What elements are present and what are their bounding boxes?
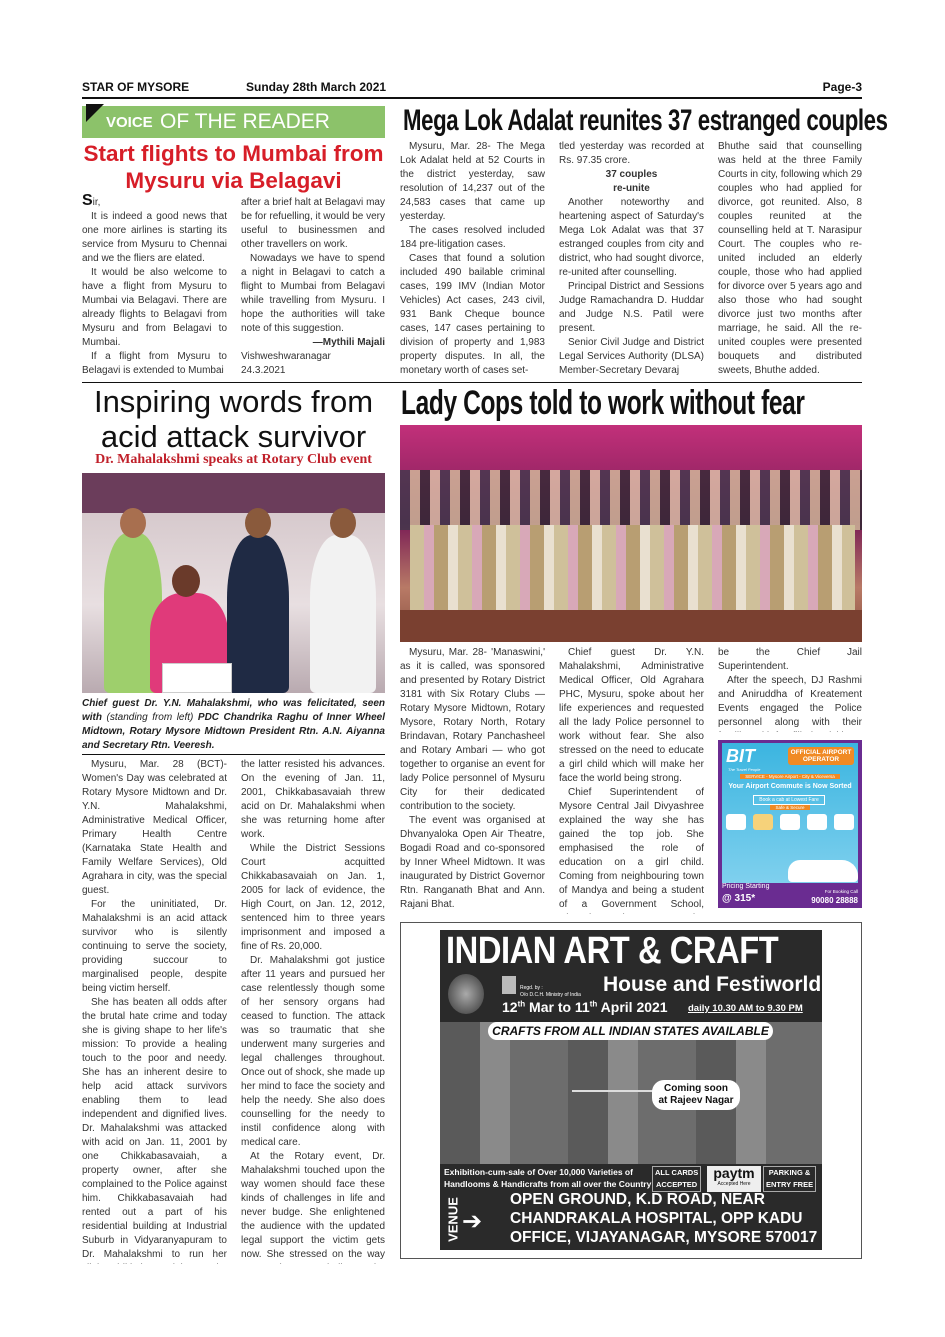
- drop-cap: S: [82, 194, 93, 209]
- heart-icon: [726, 814, 746, 830]
- lady-cops-column-2: [559, 646, 704, 914]
- masthead-rule: [82, 97, 862, 99]
- booking-label: For Booking Call: [824, 889, 858, 894]
- coming-soon-badge: Coming soon at Rajeev Nagar: [652, 1080, 740, 1110]
- address-line: OPEN GROUND, K.D ROAD, NEAR: [510, 1191, 765, 1208]
- lady-cops-column-3: [718, 646, 862, 732]
- lok-adalat-column-2: [559, 140, 704, 380]
- all-cards-accepted: ALL CARDS ACCEPTED: [652, 1166, 701, 1192]
- address-line: OFFICE, VIJAYANAGAR, MYSORE 570017: [510, 1229, 818, 1246]
- bit-tagline: The Travel People: [728, 767, 761, 772]
- exhibition-description: Exhibition-cum-sale of Over 10,000 Varieties of Handlooms & Handicrafts from all over the Country: [444, 1167, 652, 1189]
- ministry-label: O/o D.C.H. Ministry of India: [520, 992, 581, 998]
- paragraph: Mysuru, Mar. 28- 'Manaswini,' as it is called, was sponsored and presented by Rotary District 3181 with Six Rotary Clubs — Rotary Mysore Midtown, Rotary Mysore, Rotary North, Rotary Brindavan, Rotary Panchasheel and Rotary Ambari — who got together to organise an event for lady Police personnel of Mysuru City for their dedicated contribution to the society.: [400, 647, 545, 812]
- ad-slogan: Your Airport Commute is Now Sorted: [728, 783, 852, 790]
- subhead: 37 couples: [605, 169, 658, 180]
- page-number: Page-3: [822, 80, 862, 94]
- craft-ad-subtitle: House and Festiworld: [603, 973, 822, 996]
- lok-adalat-headline: Mega Lok Adalat reunites 37 estranged couples: [403, 104, 888, 137]
- subhead: re-unite: [613, 183, 650, 194]
- headline-line: Inspiring words from: [93, 384, 374, 419]
- paragraph: Mysuru, Mar. 28- The Mega Lok Adalat held at 52 Courts in the district yesterday, saw resolution of 14,237 out of the 24,583 cases that came up yesterday.: [400, 141, 545, 222]
- paragraph: Dr. Mahalakshmi got justice after 11 years and pursued her case relentlessly though some of her sensory organs had ceased to function. The attack was so traumatic that she underwent many surgeries and legal challenges throughout. Once out of shock, she made up her mind to face the society and help the needy. She also does counselling for the needy to instil confidence along with medical care.: [241, 955, 385, 1148]
- craft-photos-collage: [440, 1022, 822, 1164]
- photo-caption: [82, 697, 385, 753]
- indian-art-craft-ad[interactable]: [440, 930, 822, 1250]
- bit-logo: BIT: [726, 746, 755, 766]
- caption-text: Chief guest Dr. Y.N. Mahalakshmi, who was felicitated, seen with: [82, 698, 385, 723]
- pricing-label: Pricing Starting: [722, 883, 770, 890]
- caption-text: PDC Chandrika Raghu of Inner Wheel Midtown, Rotary Mysore Midtown President Rtn. A.N. Aiyanna and Secretary Rtn. Veeresh.: [82, 712, 385, 751]
- booking-phone[interactable]: 90080 28888: [811, 896, 858, 905]
- paragraph: At the Rotary event, Dr. Mahalakshmi touched upon the way women should face these kinds of challenges in life and never budge. She enlightened the audience with the updated legal support the victim gets now. She stressed on the way: [241, 1151, 385, 1260]
- paragraph: While the District Sessions Court acquitted Chikkabasavaiah on Jan. 1, 2005 for lack of evidence, the High Court, on Jan. 12, 2012, sentenced him to three years imprisonment and imposed a fine of Rs. 20,000.: [241, 843, 385, 952]
- craft-ad-title: INDIAN ART & CRAFT: [446, 930, 779, 972]
- safe-label: Safe & Secure: [770, 805, 810, 810]
- service-strip: SERVICE - Mysore Airport - City & Viceversa: [740, 774, 840, 779]
- headline-line: acid attack survivor: [100, 419, 367, 454]
- paragraph: Principal District and Sessions Judge Ramachandra D. Huddar and Judge N.S. Patil were present.: [559, 281, 704, 334]
- paragraph: after a brief halt at Belagavi may be for refuelling, it would be very useful to businessmen and other travellers on work.: [241, 197, 385, 250]
- car-icon: [753, 814, 773, 830]
- no-surge-icon: [807, 814, 827, 830]
- paragraph: Nowadays we have to spend a night in Belagavi to catch a flight to Mumbai from Belagavi while travelling from Mysuru. I hope the authorities will take note of this suggestion.: [241, 253, 385, 334]
- driver-icon: [834, 814, 854, 830]
- arrow-right-icon: ➔: [462, 1208, 483, 1235]
- letter-signature: —Mythili Majali: [312, 337, 385, 348]
- section-label-bold: VOICE: [106, 114, 153, 131]
- lok-adalat-column-1: [400, 140, 545, 380]
- price: @ 315*: [722, 893, 756, 904]
- paytm-logo: paytm Accepted Here: [707, 1166, 761, 1192]
- paragraph: Chief Superintendent of Mysore Central Jail Divyashree explained the way she has gained the top job. She emphasised the role of education on a girl child. Coming from neighbouring town of Mandya and being a student of a Government School,: [559, 787, 704, 910]
- paragraph: Another noteworthy and heartening aspect of Saturday's Mega Lok Adalat was that 37 estranged couples from city and district, who had sought divorce, re-united after counselling.: [559, 197, 704, 278]
- paragraph: For the uninitiated, Dr. Mahalakshmi is an acid attack survivor who is silently continuing to serve the society, providing succour to marginalised people, despite being victim herself.: [82, 899, 227, 994]
- paragraph: If a flight from Mysuru to Belagavi is extended to Mumbai: [82, 351, 227, 376]
- venue-label: VENUE: [445, 1197, 461, 1242]
- caption-rule: [82, 754, 385, 755]
- salutation: ir,: [92, 197, 101, 208]
- feature-icons: [726, 814, 854, 830]
- car-illustration: [788, 860, 858, 882]
- emblem-icon: [502, 976, 516, 994]
- paragraph: Mysuru, Mar. 28 (BCT)- Women's Day was celebrated at Rotary Mysore Midtown and Dr. Y.N. Mahalakshmi, Administrative Medical Officer, Primary Health Centre (Karnataka State Health and Family Welfare Services), Old Agrahara in city, was the special guest.: [82, 759, 227, 896]
- lady-cops-column-1: [400, 646, 545, 914]
- paragraph: Bhuthe said that counselling was held at the three Family Courts in city, following which 29 couples who had applied for divorce, got reunited. Also, 8 couples reunited at the counselling held at T. Narasipur Court. The couples who re-united included an elderly couple, those who had applied for divorce over 5 years ago and also those who had sought divorce just two months after marriage, he said. All the re-united couples were presented bouquets and distributed sweets, Bhuthe added.: [718, 141, 862, 376]
- acid-column-1: [82, 758, 227, 1264]
- paragraph: It is indeed a good news that one more airlines is starting its service from Mysuru to Chennai and we the fliers are elated.: [82, 211, 227, 264]
- cta-box: Book a cab at Lowest Fare: [753, 795, 825, 805]
- letter-headline: Start flights to Mumbai from Mysuru via Belagavi: [83, 141, 384, 193]
- paragraph: the latter resisted his advances. On the evening of Jan. 11, 2001, Chikkabasavaiah threw acid on Dr. Mahalakshmi when she was returning home after work.: [241, 759, 385, 840]
- paragraph: Senior Civil Judge and District Legal Services Authority (DLSA) Member-Secretary Devaraj: [559, 337, 704, 376]
- bit-cab-ad[interactable]: [718, 740, 862, 908]
- paper-name: STAR OF MYSORE: [82, 80, 190, 94]
- venue-address: [510, 1190, 817, 1247]
- paragraph: She has beaten all odds after the brutal hate crime and today she is giving shape to her life's mission: To provide a healing touch to the poor and needy. She has an inherent desire to help acid attack survivors enabling them to lead independent and dignified lives. Dr. Mahalakshmi was attacked with acid on Jan. 11, 2001 by one Chikkabasavaiah, a property owner, after she complained to the Police against him. Chikkabasavaiah had rented out a part of his residential building at Industrial Suburb in Vidyaranyapuram to Dr. Mahalakshmi to run her: [82, 997, 227, 1260]
- exhibition-dates: 12th Mar to 11th April 2021: [502, 999, 668, 1015]
- paragraph: tled yesterday was recorded at Rs. 97.35 crore.: [559, 141, 704, 166]
- regd-label: Regd. by :: [520, 985, 543, 991]
- section-label: OF THE READER: [160, 110, 330, 133]
- caption-aside: (standing from left): [106, 712, 194, 723]
- paragraph: Chief guest Dr. Y.N. Mahalakshmi, Administrative Medical Officer, Old Agrahara PHC, Mysuru, spoke about her life experiences and requested all the lady Police personnel to work without fear. She also stressed on the need to educate a girl child which will make her face the world being strong.: [559, 647, 704, 784]
- acid-column-2: [241, 758, 385, 1264]
- lady-police-group-photo: [400, 425, 862, 642]
- rotary-event-photo: [82, 473, 385, 693]
- lady-logo-icon: [448, 974, 484, 1014]
- exhibition-hours: daily 10.30 AM to 9.30 PM: [688, 1003, 803, 1014]
- letter-date: 24.3.2021: [241, 365, 286, 376]
- no-cash-icon: [780, 814, 800, 830]
- corner-triangle-icon: [86, 104, 104, 122]
- paragraph: It would be also welcome to have a flight from Mysuru to Mumbai via Belagavi. There are already flights to Belagavi from Mysuru and from Belagavi to Mumbai.: [82, 267, 227, 348]
- parking-entry-free: PARKING & ENTRY FREE: [763, 1166, 816, 1192]
- paragraph: Cases that found a solution included 490 bailable criminal cases, 199 IMV (Indian Motor Vehicles) Act cases, 243 civil, 931 Bank Cheque bounce cases, 147 cases pertaining to division of property and 1,983 property disputes. In all, the monetary worth of cases set-: [400, 253, 545, 376]
- paragraph: The event was organised at Dhvanyaloka Open Air Theatre, Bogadi Road and co-sponsored by Inner Wheel Midtown. It was inaugurated by District Governor Rtn. Ranganath Bhat and Ann. Rajani Bhat.: [400, 815, 545, 910]
- section-rule: [82, 382, 862, 383]
- crafts-banner: CRAFTS FROM ALL INDIAN STATES AVAILABLE: [488, 1022, 773, 1040]
- address-line: CHANDRAKALA HOSPITAL, OPP KADU: [510, 1210, 803, 1227]
- letter-column-1: [82, 194, 227, 380]
- acid-subhead: Dr. Mahalakshmi speaks at Rotary Club event: [95, 452, 372, 467]
- acid-headline: [82, 384, 385, 454]
- lok-adalat-column-3: [718, 140, 862, 380]
- paragraph: be the Chief Jail Superintendent.: [718, 647, 862, 672]
- letter-column-2: [241, 196, 385, 380]
- issue-date: Sunday 28th March 2021: [246, 80, 387, 94]
- voice-of-reader-banner: [82, 106, 385, 138]
- lady-cops-headline: Lady Cops told to work without fear: [401, 384, 805, 422]
- official-operator-badge: OFFICIAL AIRPORT OPERATOR: [788, 747, 854, 765]
- letter-place: Vishweshwaranagar: [241, 351, 331, 362]
- paragraph: The cases resolved included 184 pre-litigation cases.: [400, 225, 545, 250]
- paragraph: After the speech, DJ Rashmi and Aniruddha of Kreatement Events engaged the Police personnel along with their: [718, 675, 862, 728]
